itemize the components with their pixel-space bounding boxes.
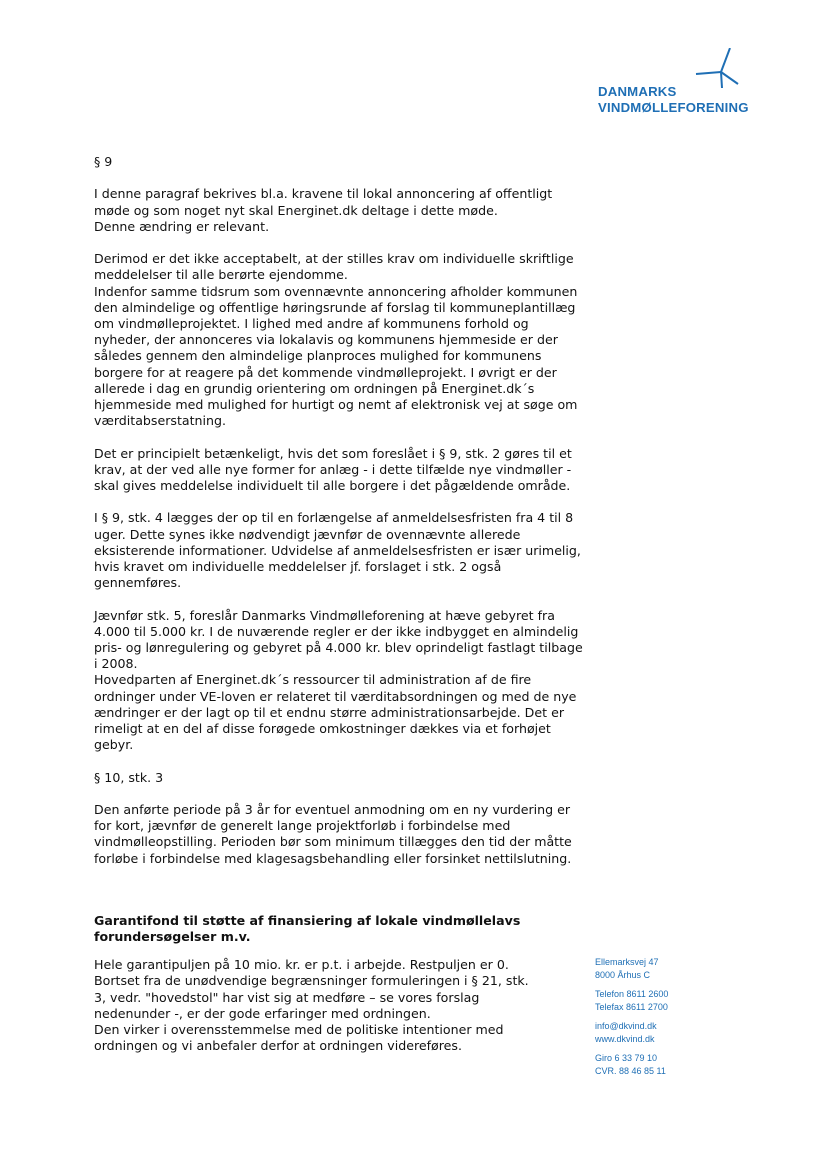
section-title-garantifond: Garantifond til støtte af finansiering af lokale vindmøllelavs forundersøgelser m.v. [94,912,521,945]
section-heading-9: § 9 [94,154,113,169]
phone: Telefon 8611 2600 [595,989,669,999]
paragraph: Derimod er det ikke acceptabelt, at der stilles krav om individuelle skriftlige meddelelser til alle berørte ejendomme. Indenfor samme tidsrum som ovennævnte annoncering afholder kommunen den almindelige og offentlige høringsrunde af forslag til kommuneplantillæg om vindmølleprojektet. I lighed med andre af kommunens forhold og nyheder, der annonceres via lokalavis og kommunens hjemmeside er der således gennem den almindelige planproces mulighed for kommunens borgere for at reagere på det kommende vindmølleprojekt. I øvrigt er der allerede i dag en grundig orientering om ordningen på Energinet.dk´s hjemmeside med mulighed for hurtigt og nemt af elektronisk vej at søge om værditabserstatning. [94,251,578,429]
organization-logo [598,48,758,118]
paragraph: Den anførte periode på 3 år for eventuel anmodning om en ny vurdering er for kort, jævnfør de generelt lange projektforløb i forbindelse med vindmølleopstilling. Perioden bør som minimum tillægges den tid der måtte forløbe i forbindelse med klagesagsbehandling eller forsinket nettilslutning. [94,802,572,866]
email-link[interactable]: info@dkvind.dk [595,1021,657,1031]
paragraph: Det er principielt betænkeligt, hvis det som foreslået i § 9, stk. 2 gøres til et krav, at der ved alle nye former for anlæg - i dette tilfælde nye vindmøller - skal gives meddelelse individuelt til alle borgere i det pågældende område. [94,445,572,494]
paragraph: Jævnfør stk. 5, foreslår Danmarks Vindmølleforening at hæve gebyret fra 4.000 til 5.000 kr. I de nuværende regler er der ikke indbygget en almindelig pris- og lønregulering og gebyret på 4.000 kr. blev oprindeligt fastlagt tilbage i 2008. Hovedparten af Energinet.dk´s ressourcer til administration af de fire ordninger under VE-loven er relateret til værditabsordningen og med de nye ændringer er der lagt op til et endnu større administrationsarbejde. Det er rimeligt at en del af disse forøgede omkostninger dækkes via et forhøjet gebyr. [94,607,583,753]
address-line-2: 8000 Århus C [595,970,651,980]
logo-line-2: VINDMØLLEFORENING [598,100,749,115]
address-line-1: Ellemarksvej 47 [595,957,659,967]
document-body [94,154,614,1054]
website-link[interactable]: www.dkvind.dk [595,1034,655,1044]
paragraph: I denne paragraf bekrives bl.a. kravene til lokal annoncering af offentligt møde og som noget nyt skal Energinet.dk deltage i dette møde. Denne ændring er relevant. [94,186,553,234]
contact-info [595,956,668,1084]
paragraph: Hele garantipuljen på 10 mio. kr. er p.t. i arbejde. Restpuljen er 0. Bortset fra de unødvendige begrænsninger formuleringen i § 21, stk. 3, vedr. "hovedstol" har vist sig at medføre – se vores forslag nedenunder -, er der gode erfaringer med ordningen. Den virker i overensstemmelse med de politiske intentioner med ordningen og vi anbefaler derfor at ordningen videreføres. [94,957,529,1054]
cvr: CVR. 88 46 85 11 [595,1066,666,1076]
logo-line-1: DANMARKS [598,84,677,99]
paragraph: I § 9, stk. 4 lægges der op til en forlængelse af anmeldelsesfristen fra 4 til 8 uger. Dette synes ikke nødvendigt jævnfør de ovennævnte allerede eksisterende informationer. Udvidelse af anmeldelsesfristen er især urimelig, hvis kravet om individuelle meddelelser jf. forslaget i stk. 2 også gennemføres. [94,510,581,591]
giro: Giro 6 33 79 10 [595,1053,658,1063]
section-heading-10: § 10, stk. 3 [94,769,164,785]
fax: Telefax 8611 2700 [595,1002,668,1012]
wind-turbine-icon [694,48,742,88]
